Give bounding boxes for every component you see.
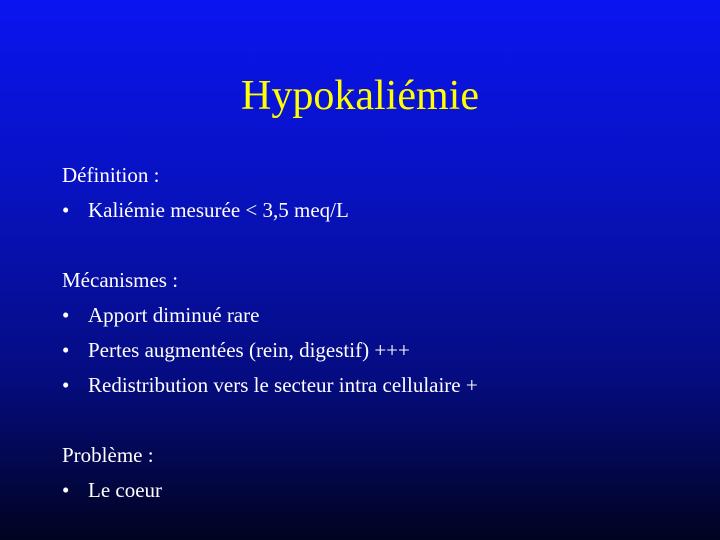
bullet-text: Le coeur [88,478,163,502]
bullet-icon: • [62,198,70,222]
spacer [62,403,682,438]
slide-title: Hypokaliémie [241,73,479,119]
bullet-icon: • [62,478,70,502]
bullet-list [62,473,682,508]
section-probleme [62,438,682,508]
bullet-text: Apport diminué rare [88,303,260,327]
section-definition [62,158,682,228]
section-heading: Problème : [62,443,154,467]
bullet-list [62,193,682,228]
slide-body [62,158,682,508]
bullet-list [62,298,682,403]
bullet-icon: • [62,338,70,362]
list-item [62,368,682,403]
bullet-text: Pertes augmentées (rein, digestif) +++ [88,338,410,362]
list-item [62,298,682,333]
section-heading: Mécanismes : [62,268,179,292]
bullet-text: Kaliémie mesurée < 3,5 meq/L [88,198,349,222]
spacer [62,228,682,263]
bullet-icon: • [62,303,70,327]
list-item [62,333,682,368]
list-item [62,193,682,228]
section-mecanismes [62,263,682,403]
bullet-icon: • [62,373,70,397]
bullet-text: Redistribution vers le secteur intra cellulaire + [88,373,478,397]
section-heading: Définition : [62,163,160,187]
list-item [62,473,682,508]
